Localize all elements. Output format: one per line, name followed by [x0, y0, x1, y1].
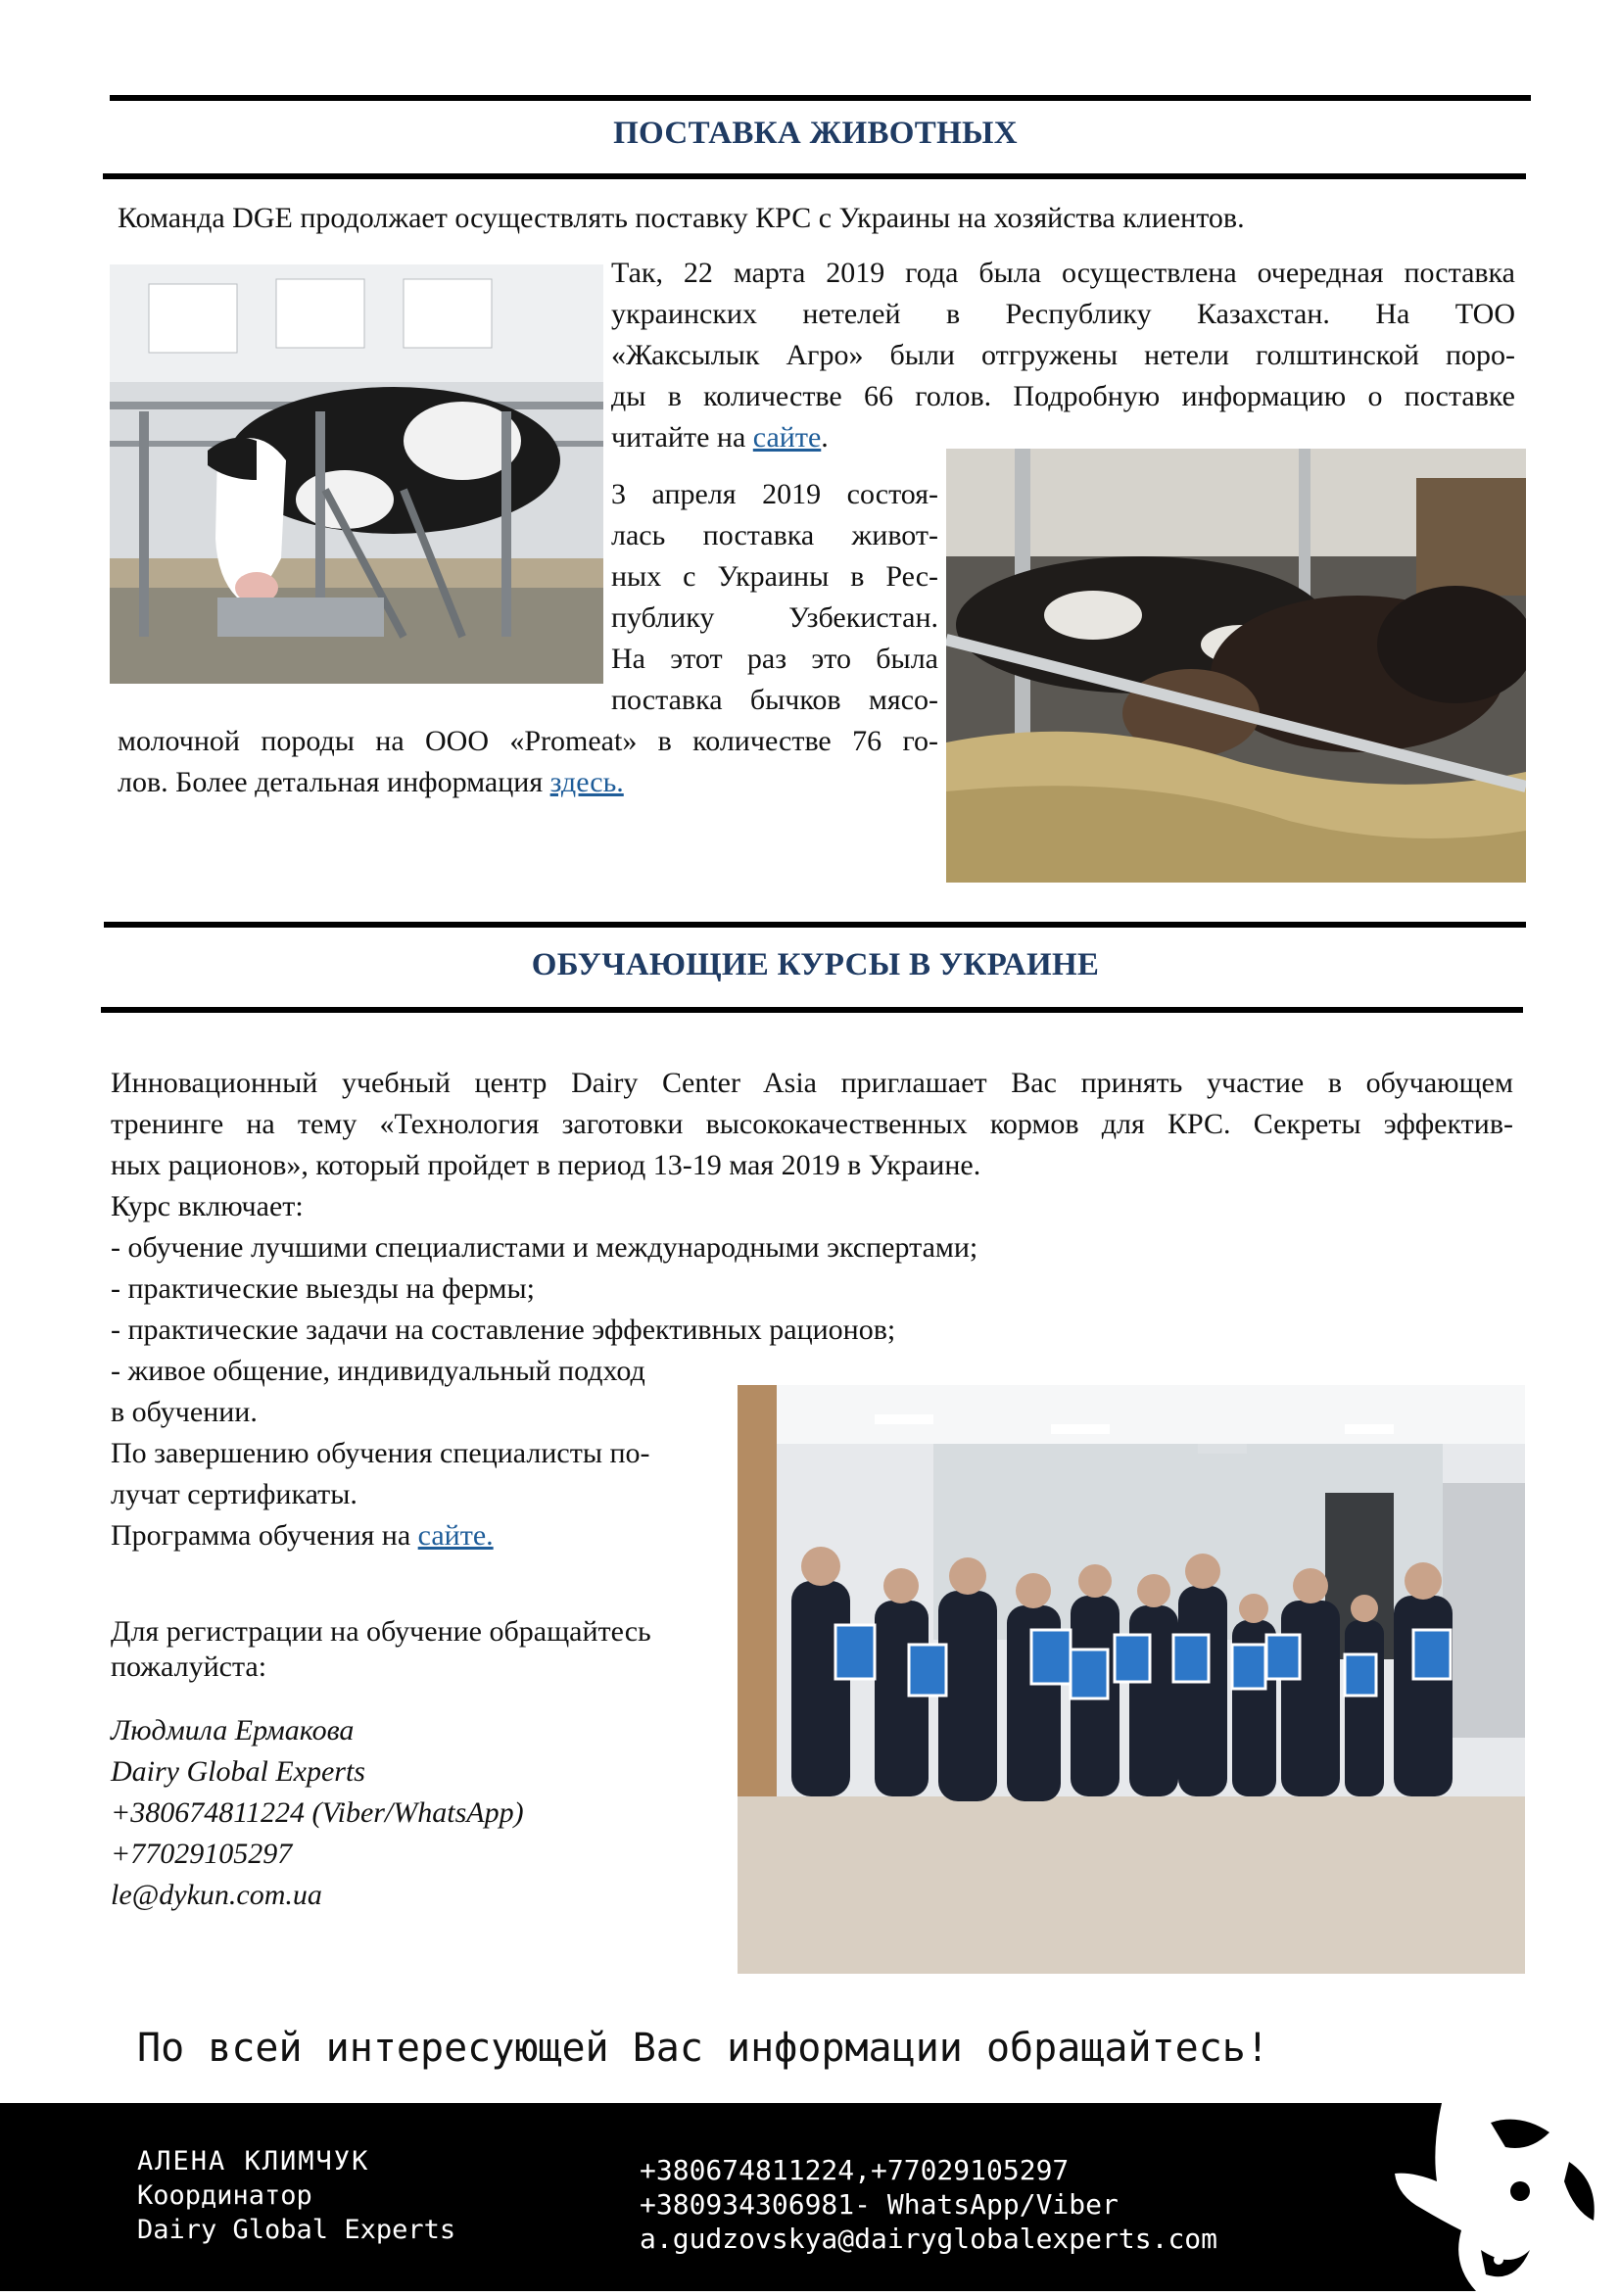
footer-bar — [0, 2103, 1620, 2291]
text-line: украинских нетелей в Республику Казахстан. На ТОО — [611, 298, 1515, 330]
courses-intro-paragraph — [111, 1063, 1513, 1351]
cow-head-icon — [1383, 2103, 1620, 2291]
courses-left-column — [111, 1351, 718, 1556]
list-item: - практические задачи на составление эффективных рационов; — [111, 1314, 896, 1346]
text-line: «Жаксылык Агро» были отгружены нетели голштинской поро- — [611, 339, 1515, 371]
footer-phones[interactable]: +380674811224,+77029105297 — [640, 2154, 1070, 2186]
text-line: По завершению обучения специалисты по- — [111, 1437, 650, 1469]
text-line: Для регистрации на обучение обращайтесь — [111, 1615, 651, 1648]
contact-block — [111, 1710, 718, 1916]
footer-coordinator-role: Координатор — [137, 2180, 312, 2211]
supply-intro: Команда DGE продолжает осуществлять поставку КРС с Украины на хозяйства клиентов. — [118, 202, 1245, 234]
contact-tagline: По всей интересующей Вас информации обращайтесь! — [137, 2026, 1269, 2071]
contact-email[interactable]: le@dykun.com.ua — [111, 1879, 322, 1911]
text-line: ных с Украины в Рес- — [611, 560, 938, 593]
text-line — [118, 762, 624, 803]
top-rule-2 — [104, 922, 1526, 928]
text-span: . — [821, 421, 829, 454]
text-span: Программа обучения на — [111, 1519, 418, 1552]
top-rule-1 — [110, 95, 1531, 101]
list-item: - живое общение, индивидуальный подход — [111, 1355, 645, 1387]
program-site-link[interactable]: сайте. — [417, 1519, 494, 1552]
includes-label: Курс включает: — [111, 1190, 304, 1222]
bottom-rule-1 — [103, 173, 1526, 179]
section-heading-supply: ПОСТАВКА ЖИВОТНЫХ — [613, 116, 1018, 151]
photo-holstein-cow — [110, 264, 603, 684]
section-heading-courses: ОБУЧАЮЩИЕ КУРСЫ В УКРАИНЕ — [531, 947, 1100, 982]
footer-email[interactable]: a.gudzovskya@dairyglobalexperts.com — [640, 2223, 1218, 2255]
text-line: Так, 22 марта 2019 года была осуществлена очередная поставка — [611, 257, 1515, 289]
text-line: ных рационов», который пройдет в период 13-19 мая 2019 в Украине. — [111, 1149, 981, 1181]
footer-company: Dairy Global Experts — [137, 2215, 456, 2245]
text-line: лась поставка живот- — [611, 519, 938, 551]
footer-phone-whatsapp[interactable]: +380934306981- WhatsApp/Viber — [640, 2188, 1119, 2221]
contact-phone-1[interactable]: +380674811224 (Viber/WhatsApp) — [111, 1796, 524, 1829]
text-line: На этот раз это была — [611, 643, 938, 675]
registration-block — [111, 1614, 718, 1685]
footer-coordinator-name: АЛЕНА КЛИМЧУК — [137, 2146, 370, 2176]
text-line: пожалуйста: — [111, 1650, 267, 1683]
photo-training-group — [738, 1385, 1525, 1974]
site-link-kazakhstan[interactable]: сайте — [752, 421, 822, 454]
list-item: - обучение лучшими специалистами и международными экспертами; — [111, 1231, 978, 1264]
supply-paragraph-2 — [611, 474, 938, 721]
text-line: Инновационный учебный центр Dairy Center Asia приглашает Вас принять участие в обучающем — [111, 1067, 1513, 1099]
text-line: публику Узбекистан. — [611, 601, 938, 634]
text-line: ды в количестве 66 голов. Подробную информацию о поставке — [611, 380, 1515, 412]
details-link-uzbekistan[interactable]: здесь. — [549, 766, 624, 798]
supply-paragraph-1 — [611, 253, 1515, 458]
text-line: 3 апреля 2019 состоя- — [611, 478, 938, 510]
photo-bulls-feeding — [946, 449, 1526, 883]
text-span: читайте на — [611, 421, 753, 454]
text-span: лов. Более детальная информация — [118, 766, 550, 798]
text-line: поставка бычков мясо- — [611, 684, 938, 716]
contact-company: Dairy Global Experts — [111, 1755, 365, 1788]
contact-name: Людмила Ермакова — [111, 1714, 355, 1746]
bottom-rule-2 — [101, 1007, 1523, 1013]
contact-phone-2[interactable]: +77029105297 — [111, 1838, 293, 1870]
text-line: молочной породы на ООО «Promeat» в количестве 76 го- — [118, 725, 938, 757]
list-item: - практические выезды на фермы; — [111, 1272, 535, 1305]
text-line: в обучении. — [111, 1396, 258, 1428]
text-line: лучат сертификаты. — [111, 1478, 357, 1510]
text-line: тренинге на тему «Технология заготовки высококачественных кормов для КРС. Секреты эффектив- — [111, 1108, 1513, 1140]
text-line — [111, 1515, 718, 1556]
